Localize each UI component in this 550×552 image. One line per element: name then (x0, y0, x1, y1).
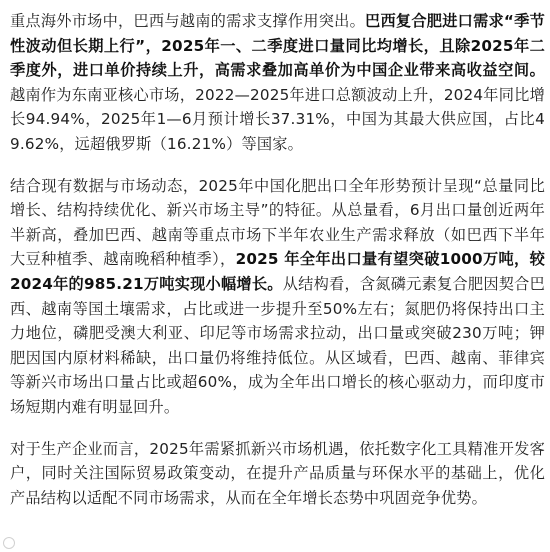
watermark (3, 537, 15, 549)
paragraph-text: 重点海外市场中，巴西与越南的需求支撑作用突出。 (10, 12, 366, 30)
paragraph-outlook (10, 174, 545, 420)
watermark-logo-icon (3, 537, 15, 549)
paragraph-text: 从结构看，含氮磷元素复合肥因契合巴西、越南等国土壤需求，占比或进一步提升至50%左右；氮肥仍将保持出口主力地位，磷肥受澳大利亚、印尼等市场需求拉动，出口量或突破230万吨；钾肥因国内原材料稀缺，出口量仍将维持低位。从区域看，巴西、越南、菲律宾等新兴市场出口量占比或超60%，成为全年出口增长的核心驱动力，而印度市场短期内难有明显回升。 (10, 274, 546, 416)
highlight-text: 2025 年全年出口量有望突破1000万吨，较2024年的985.21万吨实现小幅增长。 (10, 250, 545, 293)
paragraph-text: 越南作为东南亚核心市场，2022—2025年进口总额波动上升，2024年同比增长94.94%，2025年1—6月预计增长37.31%，中国为其最大供应国，占比49.62%，远超俄罗斯（16.21%）等国家。 (10, 85, 545, 153)
article-body (10, 9, 545, 510)
paragraph-key-markets (10, 9, 545, 157)
paragraph-enterprise-advice (10, 437, 545, 511)
paragraph-text: 对于生产企业而言，2025年需紧抓新兴市场机遇，依托数字化工具精准开发客户，同时关注国际贸易政策变动，在提升产品质量与环保水平的基础上，优化产品结构以适配不同市场需求，从而在全年增长态势中巩固竞争优势。 (10, 439, 545, 507)
highlight-text: 巴西复合肥进口需求“季节性波动但长期上行”，2025年一、二季度进口量同比均增长，且除2025年二季度外，进口单价持续上升，高需求叠加高单价为中国企业带来高收益空间。 (10, 12, 545, 80)
paragraph-text: 结合现有数据与市场动态，2025年中国化肥出口全年形势预计呈现“总量同比增长、结构持续优化、新兴市场主导”的特征。从总量看，6月出口量创近两年半新高，叠加巴西、越南等重点市场下半年农业生产需求释放（如巴西下半年大豆种植季、越南晚稻种植季）， (10, 176, 545, 269)
